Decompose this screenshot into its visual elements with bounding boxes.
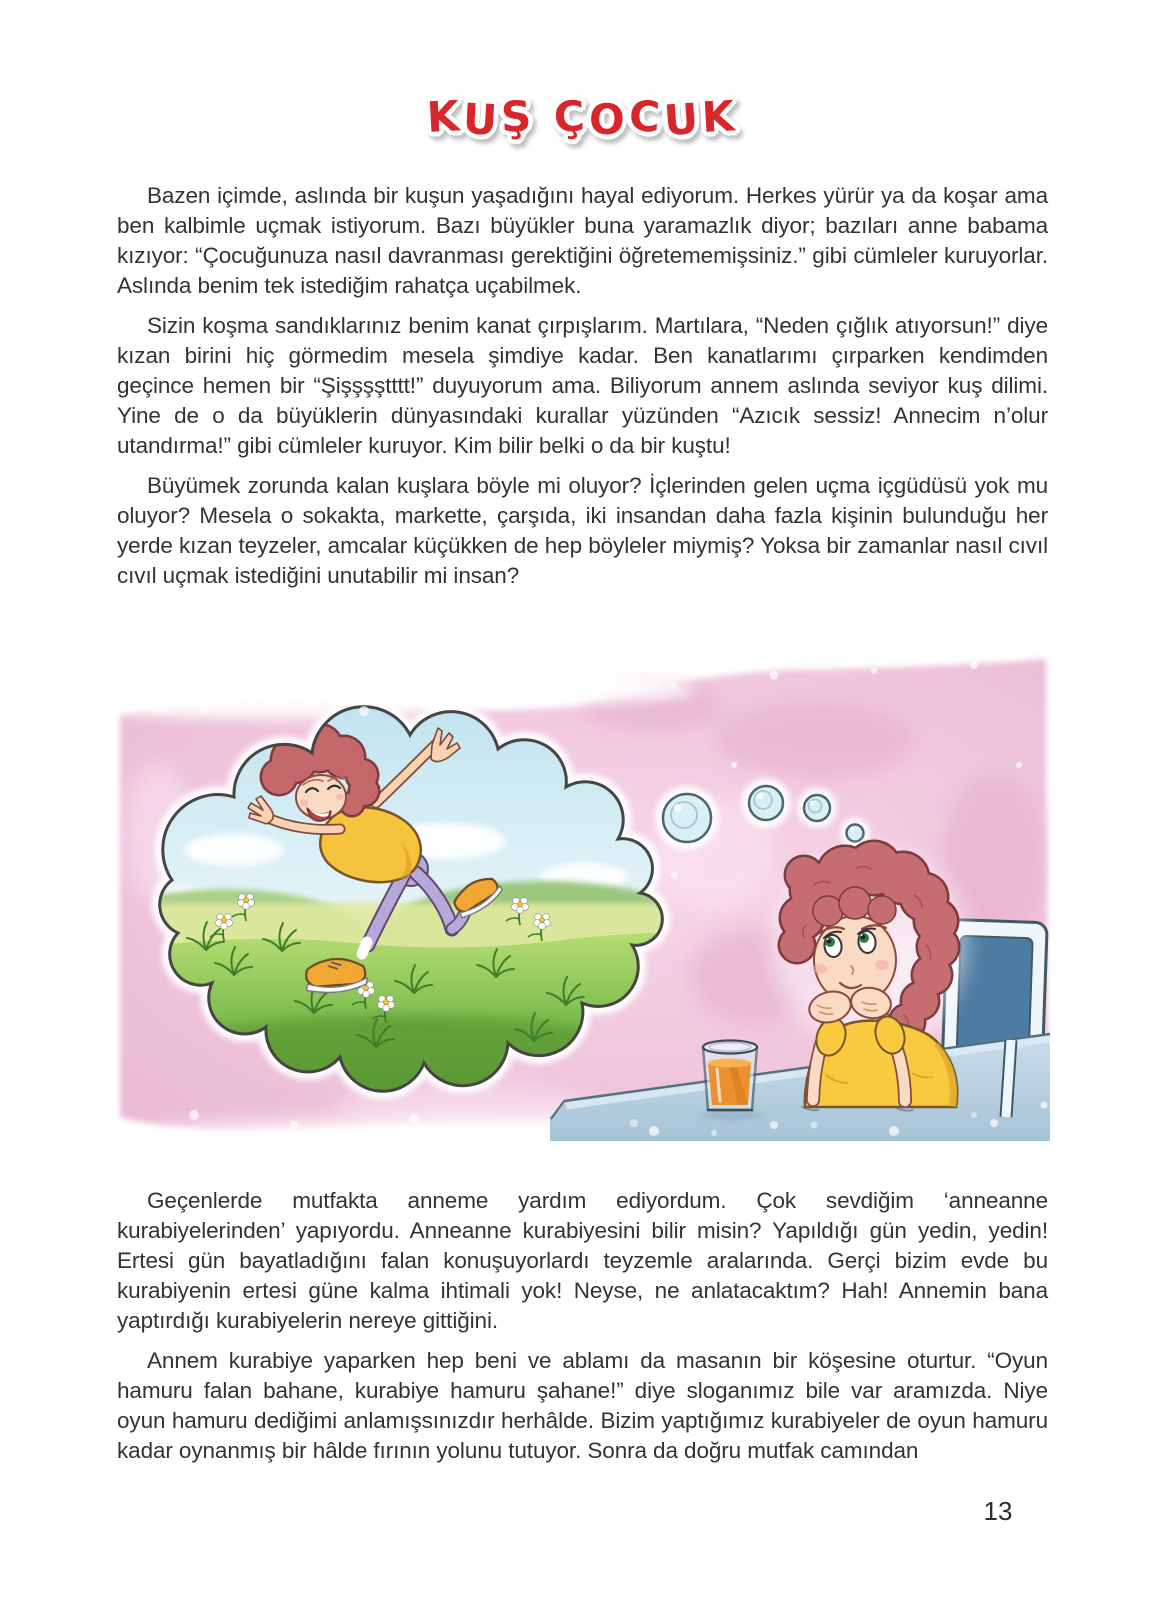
daydream-illustration <box>114 645 1050 1141</box>
page-title: KUŞ ÇOCUK <box>425 91 740 146</box>
paragraph: Sizin koşma sandıklarınız benim kanat çırpışlarım. Martılara, “Neden çığlık atıyorsun!” diye kızan birini hiç görmedim mesela şimdiye kadar. Ben kanatlarımı çırparken kendimden geçince hemen bir “Şişşşştttt!” duyuyorum ama. Biliyorum annem aslında seviyor kuş dilimi. Yine de o da büyüklerin dünyasındaki kurallar yüzünden “Azıcık sessiz! Annecim n’olur utandırma!” gibi cümleler kuruyor. Kim bilir belki o da bir kuştu! <box>117 313 1048 458</box>
page-number: 13 <box>983 1496 1013 1526</box>
paragraph: Bazen içimde, aslında bir kuşun yaşadığını hayal ediyorum. Herkes yürür ya da koşar ama ben kalbimle uçmak istiyorum. Bazı büyükler buna yaramazlık diyor; bazıları anne babama kızıyor: “Çocuğunuza nasıl davranması gerektiğini öğretememişsiniz.” gibi cümleler kuruyorlar. Aslında benim tek istediğim rahatça uçabilmek. <box>117 183 1048 298</box>
paragraph: Annem kurabiye yaparken hep beni ve ablamı da masanın bir köşesine oturtur. “Oyun hamuru falan bahane, kurabiye hamuru şahane!” diye sloganımız bile var aramızda. Niye oyun hamuru dediğimi anlamışsınızdır herhâlde. Bizim yaptığımız kurabiyeler de oyun hamuru kadar oynanmış bir hâlde fırının yolunu tutuyor. Sonra da doğru mutfak camından <box>117 1348 1048 1463</box>
story-text-bottom <box>117 1186 1048 1476</box>
story-text-top <box>117 181 1048 601</box>
paragraph: Geçenlerde mutfakta anneme yardım ediyordum. Çok sevdiğim ‘anneanne kurabiyelerinden’ yapıyordu. Anneanne kurabiyesini bilir misin? Yapıldığı gün yedin, yedin! Ertesi gün bayatladığını falan konuşuyorlardı teyzemle aralarında. Gerçi bizim evde bu kurabiyenin ertesi güne kalma ihtimali yok! Neyse, ne anlatacaktım? Hah! Annemin bana yaptırdığı kurabiyelerin nereye gittiğini. <box>117 1188 1048 1333</box>
paragraph: Büyümek zorunda kalan kuşlara böyle mi oluyor? İçlerinden gelen uçma içgüdüsü yok mu oluyor? Mesela o sokakta, markette, çarşıda, iki insandan daha fazla kişinin bulunduğu her yerde kızan teyzeler, amcalar küçükken de hep böyleler miymiş? Yoksa bir zamanlar nasıl cıvıl cıvıl uçmak istediğini unutabilir mi insan? <box>117 473 1048 588</box>
illustration <box>114 645 1050 1141</box>
